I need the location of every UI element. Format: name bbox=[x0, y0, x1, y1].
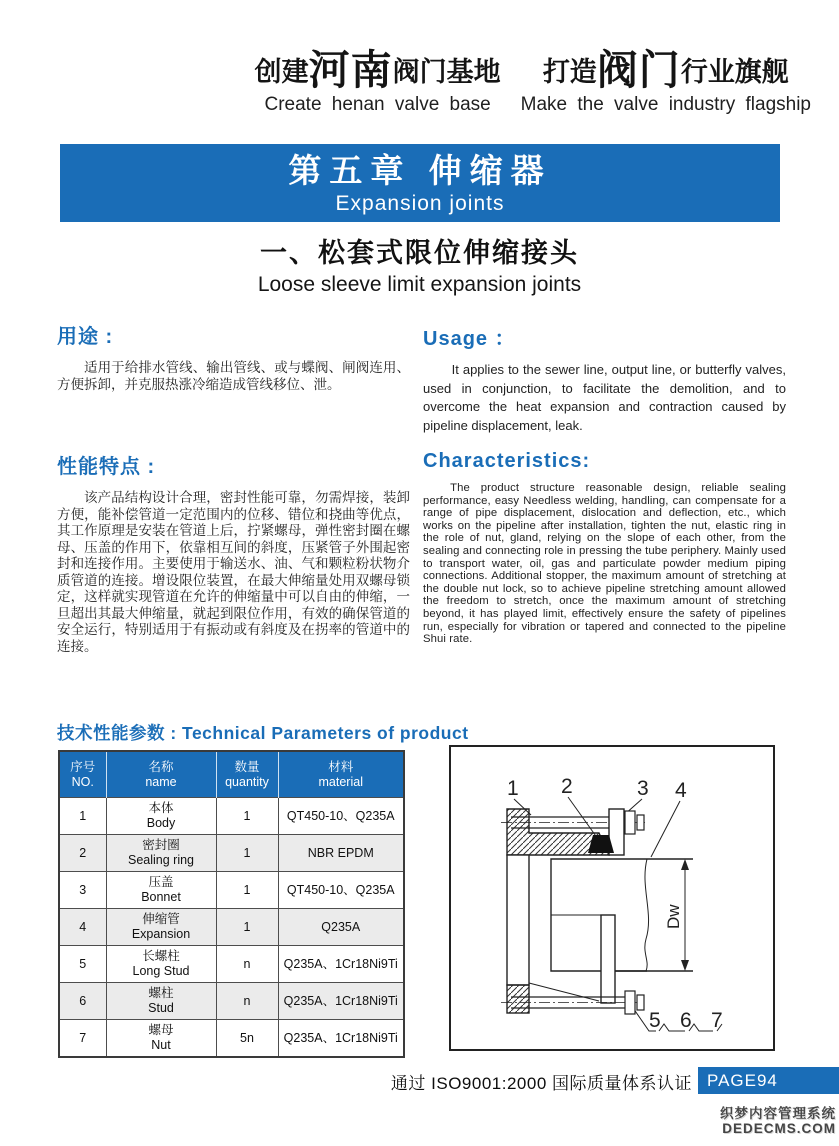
header-cn-text-big: 河南 bbox=[308, 47, 393, 93]
header-cn-text-big: 阀门 bbox=[596, 47, 681, 93]
cell-material: Q235A、1Cr18Ni9Ti bbox=[278, 983, 404, 1020]
cell-material: NBR EPDM bbox=[278, 835, 404, 872]
cell-material: QT450-10、Q235A bbox=[278, 798, 404, 835]
chapter-banner bbox=[60, 144, 780, 222]
table-row bbox=[59, 1020, 404, 1058]
col-header-qty-en: quantity bbox=[225, 774, 269, 789]
header-slogan-left-en: Create henan valve base bbox=[264, 94, 491, 115]
usage-section-cn bbox=[57, 320, 410, 393]
cell-name-en: Stud bbox=[148, 1001, 174, 1015]
header-slogan-right-en: Make the valve industry flagship bbox=[520, 94, 811, 115]
col-header-qty-cn: 数量 bbox=[234, 759, 260, 774]
col-header-material-en: material bbox=[318, 774, 363, 789]
cell-qty: 1 bbox=[216, 798, 278, 835]
cell-name-en: Bonnet bbox=[141, 890, 181, 904]
section-title bbox=[0, 231, 839, 297]
col-header-name-en: name bbox=[145, 774, 177, 789]
table-row bbox=[59, 946, 404, 983]
usage-heading-en: Usage ： bbox=[423, 328, 516, 350]
header-cn-text: 阀门基地 bbox=[392, 57, 501, 87]
lower-gland bbox=[601, 915, 615, 1003]
cell-name-cn: 压盖 bbox=[148, 875, 174, 889]
header-cn-text: 创建 bbox=[254, 57, 309, 87]
cell-qty: n bbox=[216, 946, 278, 983]
col-header-no-en: NO. bbox=[71, 774, 94, 789]
table-row bbox=[59, 798, 404, 835]
section-title-en: Loose sleeve limit expansion joints bbox=[257, 273, 582, 296]
cell-name-cn: 长螺柱 bbox=[142, 949, 180, 963]
characteristics-body-cn: 该产品结构设计合理，密封性能可靠，勿需焊接，装卸方便，能补偿管道一定范围内的位移、错位和挠曲等优点，其工作原理是安装在管道上后，拧紧螺母，弹性密封圈在螺母、压盖的作用下，依靠相互间的斜度，压紧管子外围起密封和连接作用。主要使用于输送水、油、气和颗粒粉状物介质管道的连接。增设限位装置，在最大伸缩量处用双螺母锁定，这样就实现管道在允许的伸缩量中可以自由的伸缩，一旦超出其最大伸缩量，就起到限位作用，有效的确保管道的安全运行，特别适用于有振动或有斜度及在拐率的管道中的连接。 bbox=[57, 490, 410, 654]
cell-name-en: Long Stud bbox=[132, 964, 190, 978]
cell-qty: 1 bbox=[216, 872, 278, 909]
dimension-dw bbox=[664, 859, 689, 971]
col-header-material bbox=[278, 751, 404, 798]
chapter-title-en: Expansion joints bbox=[335, 191, 505, 215]
header-slogan-left bbox=[254, 47, 501, 116]
cell-name-cn: 密封圈 bbox=[142, 838, 180, 852]
cell-name-en: Sealing ring bbox=[127, 853, 194, 867]
table-row bbox=[59, 983, 404, 1020]
cell-name-cn: 螺母 bbox=[148, 1023, 174, 1037]
body-flange-bottom-hatched bbox=[507, 985, 529, 1013]
page-number-badge: PAGE94 bbox=[698, 1067, 839, 1094]
header-slogan-right-cn bbox=[521, 47, 811, 93]
callout-2: 2 bbox=[561, 775, 573, 798]
characteristics-heading-cn: 性能特点 : bbox=[57, 456, 156, 478]
col-header-name bbox=[106, 751, 216, 798]
col-header-qty bbox=[216, 751, 278, 798]
callout-7: 7 bbox=[711, 1009, 723, 1032]
cell-name-en: Body bbox=[146, 816, 176, 830]
cell-no: 6 bbox=[59, 983, 106, 1020]
cell-name-en: Nut bbox=[151, 1038, 171, 1052]
characteristics-body-en: The product structure reasonable design, reliable sealing performance, easy Needless welding, handling, can compensate for a range of pipe displacement, dislocation and deflection, etc., which works on the pipeline after installation, tighten the nut, elastic ring in the role of nut, gland, relying on the slope of each other, from the sealing and connecting role in pressing the tube periphery. Mainly used to transport water, oil, gas and particulate powder medium piping connections. Additional stopper, the maximum amount of stretching at the double nut lock, so to achieve pipeline stretching amount allowed the freedom to stretch, once the maximum amount of stretching beyond, it has played limit, effectively ensure the safety of pipelines run, especially for vibration or tapered and connected to the pipeline Shui rate. bbox=[423, 482, 786, 646]
table-header-row bbox=[59, 751, 404, 798]
cms-watermark bbox=[720, 1106, 836, 1136]
cell-name-cn: 本体 bbox=[148, 801, 174, 815]
certification-text: 通过 ISO9001:2000 国际质量体系认证 bbox=[390, 1074, 692, 1093]
cell-no: 4 bbox=[59, 909, 106, 946]
cell-qty: n bbox=[216, 983, 278, 1020]
usage-heading-cn: 用途 : bbox=[57, 326, 114, 348]
header-cn-text: 行业旗舰 bbox=[680, 57, 789, 87]
technical-drawing bbox=[449, 745, 775, 1051]
header-slogan-left-cn bbox=[254, 47, 501, 93]
characteristics-section-cn bbox=[57, 450, 410, 655]
usage-section-en bbox=[423, 322, 786, 435]
callout-3: 3 bbox=[637, 777, 649, 800]
usage-body-cn: 适用于给排水管线、输出管线、或与蝶阀、闸阀连用、方便拆卸，并克服热涨冷缩造成管线移位、泄。 bbox=[57, 360, 410, 392]
header-cn-text: 打造 bbox=[542, 57, 597, 87]
callout-4: 4 bbox=[675, 779, 687, 802]
cell-name-en: Expansion bbox=[131, 927, 191, 941]
col-header-name-cn: 名称 bbox=[148, 759, 174, 774]
usage-body-en: It applies to the sewer line, output line, or butterfly valves, used in conjunction, to facilitate the demolition, and to overcome the heat expansion and contraction caused by pipeline displacement, leak. bbox=[423, 362, 786, 433]
expansion-joint-cross-section bbox=[451, 747, 773, 1049]
cell-no: 7 bbox=[59, 1020, 106, 1058]
cms-watermark-en: DEDECMS.COM bbox=[722, 1121, 836, 1136]
cell-name bbox=[106, 798, 216, 835]
cell-name bbox=[106, 835, 216, 872]
col-header-no-cn: 序号 bbox=[70, 759, 96, 774]
page-header bbox=[254, 47, 811, 116]
header-slogan-right bbox=[520, 47, 811, 116]
cell-material: Q235A、1Cr18Ni9Ti bbox=[278, 1020, 404, 1058]
callout-6: 6 bbox=[680, 1009, 692, 1032]
cell-no: 1 bbox=[59, 798, 106, 835]
cell-name-cn: 螺柱 bbox=[148, 986, 174, 1000]
tech-params-heading: 技术性能参数 : Technical Parameters of product bbox=[57, 723, 469, 743]
callout-5: 5 bbox=[649, 1009, 661, 1032]
cell-no: 3 bbox=[59, 872, 106, 909]
table-row bbox=[59, 909, 404, 946]
cell-name bbox=[106, 909, 216, 946]
cell-name bbox=[106, 1020, 216, 1058]
col-header-no bbox=[59, 751, 106, 798]
cell-material: Q235A bbox=[278, 909, 404, 946]
cms-watermark-cn: 织梦内容管理系统 bbox=[720, 1106, 836, 1121]
cell-qty: 5n bbox=[216, 1020, 278, 1058]
cell-name bbox=[106, 872, 216, 909]
col-header-material-cn: 材料 bbox=[328, 759, 354, 774]
characteristics-section-en bbox=[423, 450, 786, 646]
cell-material: Q235A、1Cr18Ni9Ti bbox=[278, 946, 404, 983]
table-row bbox=[59, 872, 404, 909]
chapter-title-cn: 第五章 伸缩器 bbox=[288, 152, 552, 189]
cell-qty: 1 bbox=[216, 909, 278, 946]
cell-no: 5 bbox=[59, 946, 106, 983]
callout-1: 1 bbox=[507, 777, 519, 800]
characteristics-heading-en: Characteristics: bbox=[423, 450, 591, 472]
cell-name bbox=[106, 946, 216, 983]
cell-qty: 1 bbox=[216, 835, 278, 872]
dimension-dw-label: Dw bbox=[664, 904, 683, 929]
section-title-cn: 一、松套式限位伸缩接头 bbox=[260, 238, 579, 268]
cell-material: QT450-10、Q235A bbox=[278, 872, 404, 909]
cell-no: 2 bbox=[59, 835, 106, 872]
table-row bbox=[59, 835, 404, 872]
cell-name-cn: 伸缩管 bbox=[142, 912, 180, 926]
cell-name bbox=[106, 983, 216, 1020]
body-flange-barrel bbox=[507, 855, 529, 985]
parts-table bbox=[58, 750, 405, 1058]
